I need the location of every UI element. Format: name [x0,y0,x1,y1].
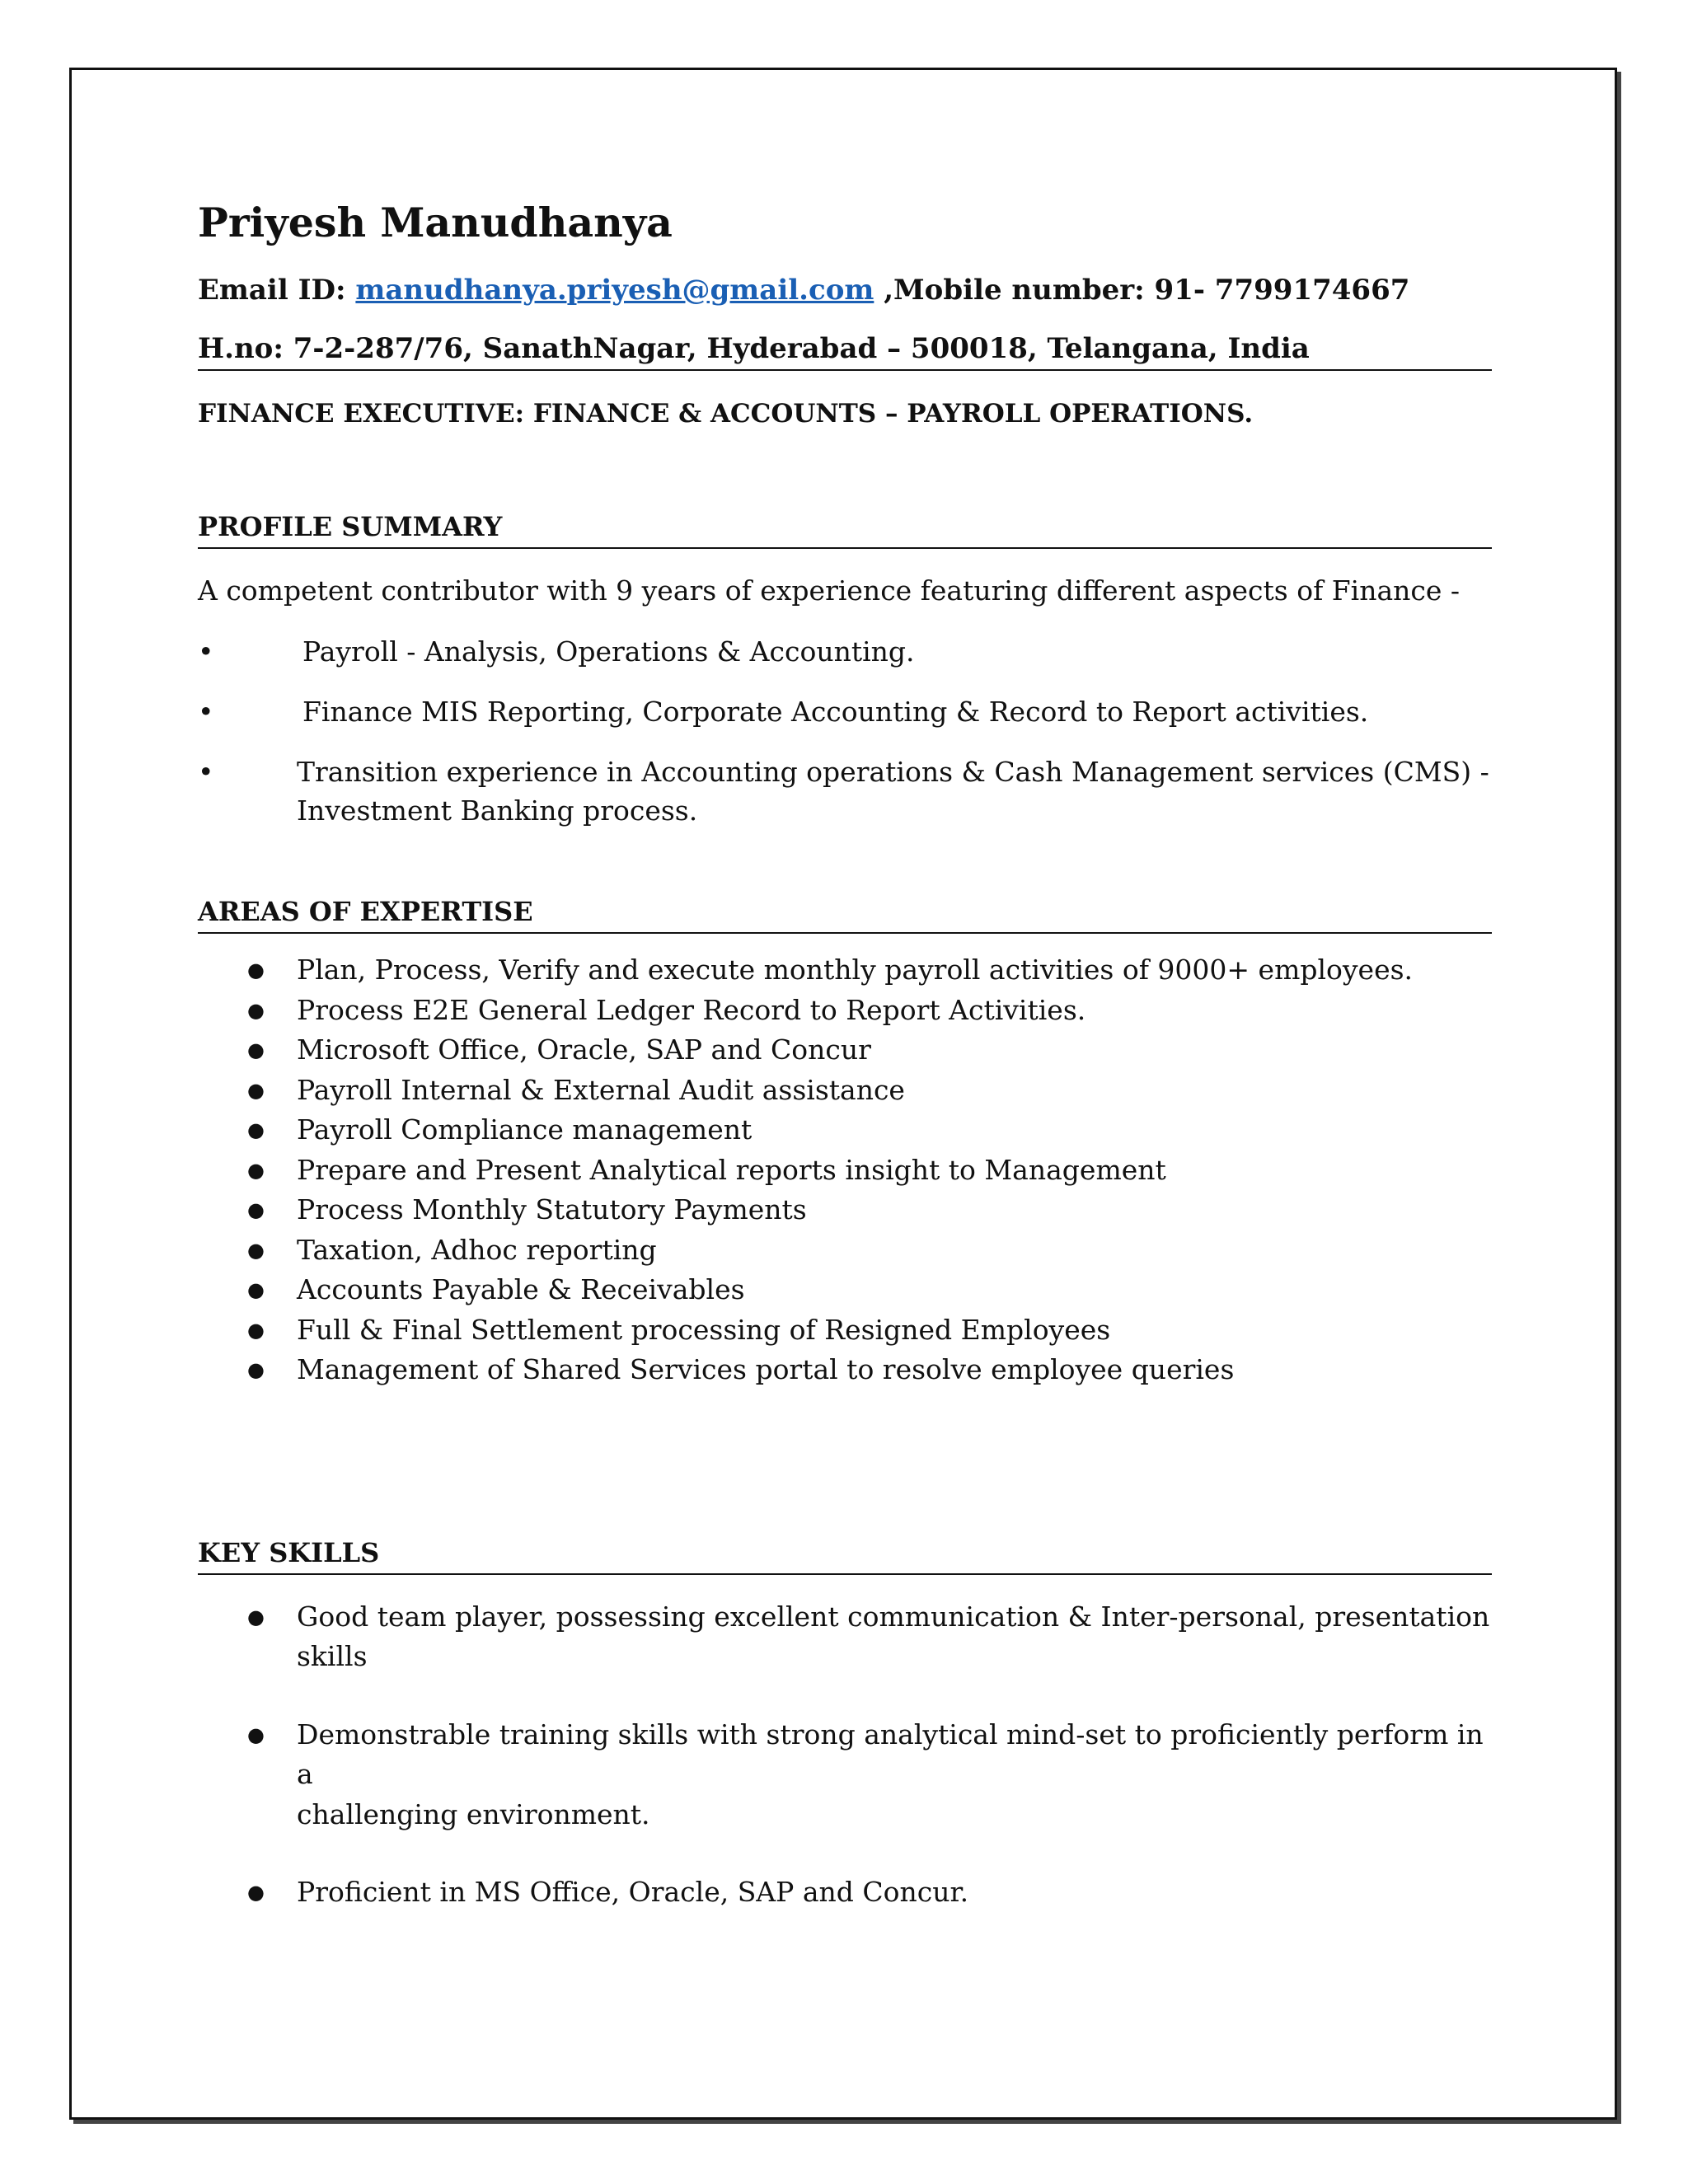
key-skill-item: ● Good team player, possessing excellent communication & Inter-personal, presentation skills [198,1597,1492,1677]
address-line: H.no: 7-2-287/76, SanathNagar, Hyderabad – 500018, Telangana, India [198,328,1492,371]
summary-bullet-text-continued: Investment Banking process. [297,794,698,827]
profile-summary-intro: A competent contributor with 9 years of experience featuring different aspects of Finance - [198,574,1461,607]
expertise-item: ● Plan, Process, Verify and execute monthly payroll activities of 9000+ employees. [198,950,1492,991]
candidate-name: Priyesh Manudhanya [198,199,673,246]
profile-summary-section [198,506,1492,830]
mobile-number: 91- 7799174667 [1154,274,1410,307]
summary-bullet-text: Finance MIS Reporting, Corporate Accounting & Record to Report activities. [302,696,1369,728]
summary-bullet [198,692,1492,731]
expertise-item: ● Microsoft Office, Oracle, SAP and Concur [198,1030,1492,1071]
summary-bullet [198,752,1492,830]
email-label: Email ID: [198,274,346,307]
expertise-item: ● Accounts Payable & Receivables [198,1270,1492,1310]
key-skill-text-continued: challenging environment. [297,1797,650,1830]
bullet-glyph: • [198,756,214,788]
summary-bullet [198,632,1492,671]
profile-summary-title: PROFILE SUMMARY [198,506,1492,549]
expertise-item: ● Process Monthly Statutory Payments [198,1190,1492,1230]
key-skills-list [198,1597,1492,1913]
email-link[interactable]: manudhanya.priyesh@gmail.com [355,274,874,307]
expertise-item: ● Payroll Compliance management [198,1110,1492,1151]
expertise-item: ● Prepare and Present Analytical reports insight to Management [198,1151,1492,1191]
job-headline: FINANCE EXECUTIVE: FINANCE & ACCOUNTS – PAYROLL OPERATIONS. [198,399,1254,429]
summary-bullet-text: Payroll - Analysis, Operations & Accounting. [302,635,915,668]
expertise-item: ● Payroll Internal & External Audit assistance [198,1071,1492,1111]
expertise-list [198,950,1492,1390]
areas-of-expertise-section [198,891,1492,1390]
key-skills-section [198,1532,1492,1913]
key-skill-text: Demonstrable training skills with strong analytical mind-set to proficiently perform in a [297,1718,1484,1790]
contact-line [198,270,1492,310]
expertise-item: ● Taxation, Adhoc reporting [198,1230,1492,1271]
expertise-item: ● Process E2E General Ledger Record to Report Activities. [198,991,1492,1031]
key-skill-item [198,1715,1492,1835]
expertise-item: ● Full & Final Settlement processing of Resigned Employees [198,1310,1492,1351]
bullet-glyph: • [198,635,214,668]
mobile-label: ,Mobile number: [884,274,1145,307]
resume-content [198,190,1492,1913]
key-skill-item: ● Proficient in MS Office, Oracle, SAP and Concur. [198,1872,1492,1913]
summary-bullet-text: Transition experience in Accounting operations & Cash Management services (CMS) - [297,756,1489,788]
bullet-glyph: • [198,696,214,728]
expertise-item: ● Management of Shared Services portal to resolve employee queries [198,1350,1492,1390]
key-skills-title: KEY SKILLS [198,1532,1492,1575]
areas-of-expertise-title: AREAS OF EXPERTISE [198,891,1492,934]
